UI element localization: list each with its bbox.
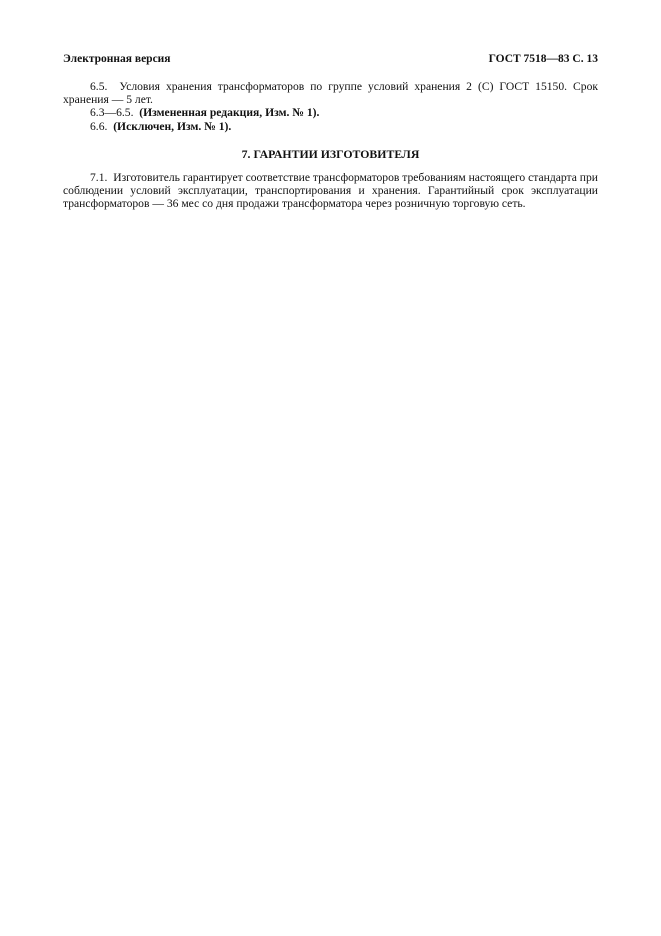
paragraph-text: Условия хранения трансформаторов по группе условий хранения 2 (С) ГОСТ 15150. Срок хранения — 5 лет. bbox=[63, 80, 599, 107]
header-standard-page: ГОСТ 7518—83 С. 13 bbox=[488, 53, 598, 65]
paragraph-6-5 bbox=[63, 80, 598, 106]
paragraph-6-3-6-5 bbox=[63, 106, 598, 119]
paragraph-7-1 bbox=[63, 171, 598, 211]
paragraph-number: 6.6. bbox=[90, 119, 108, 133]
document-body bbox=[63, 80, 598, 211]
header-edition-label: Электронная версия bbox=[63, 53, 171, 65]
paragraph-number: 7.1. bbox=[90, 171, 108, 185]
amendment-note: (Измененная редакция, Изм. № 1). bbox=[139, 106, 320, 120]
paragraph-number: 6.5. bbox=[90, 80, 108, 93]
paragraph-text: Изготовитель гарантирует соответствие трансформаторов требованиям настоящего стандарта при соблюдении условий эксплуатации, транспортирования и хранения. Гарантийный срок эксплуатации трансформаторов — 36 мес со дня продажи трансформатора через розничную торговую сеть. bbox=[63, 171, 598, 211]
page-header bbox=[63, 53, 598, 65]
amendment-note: (Исключен, Изм. № 1). bbox=[113, 119, 232, 133]
paragraph-number: 6.3—6.5. bbox=[90, 106, 134, 120]
section-title: 7. ГАРАНТИИ ИЗГОТОВИТЕЛЯ bbox=[241, 146, 420, 161]
paragraph-6-6 bbox=[63, 120, 598, 133]
